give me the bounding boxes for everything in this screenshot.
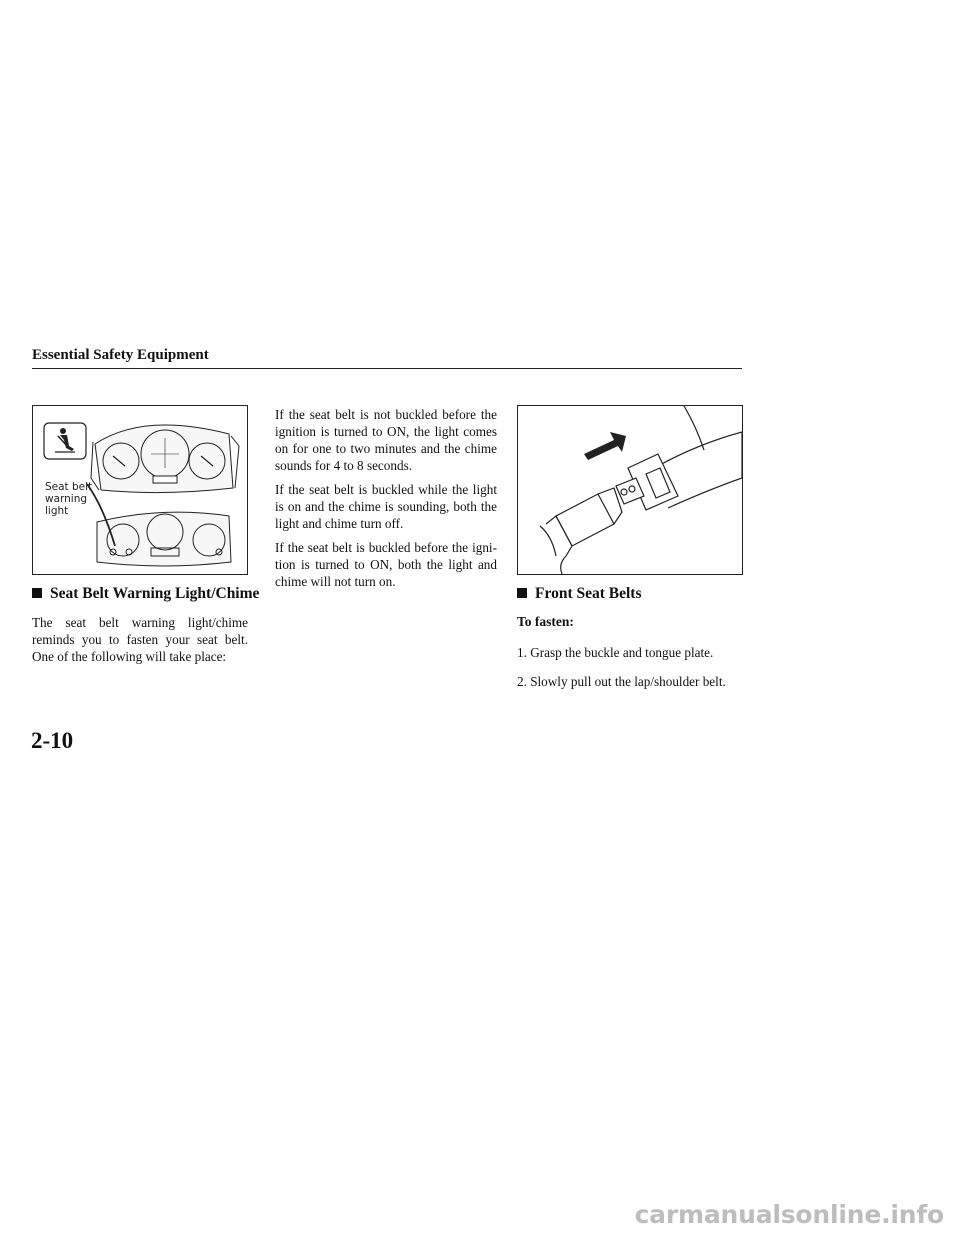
header-divider — [32, 368, 742, 369]
fasten-step-2: 2. Slowly pull out the lap/shoulder belt. — [517, 674, 726, 689]
callout-label-line1: Seat belt — [45, 481, 93, 493]
to-fasten-subheading: To fasten: — [517, 614, 574, 629]
instrument-cluster-figure — [32, 405, 248, 575]
buckled-while-on-paragraph: If the seat belt is buckled while the light is on and the chime is sounding, both the light and chime turn off. — [275, 482, 497, 531]
square-bullet-icon — [32, 588, 42, 598]
lower-cluster — [97, 512, 231, 566]
callout-label-line2: warning — [45, 493, 88, 505]
section-title: Essential Safety Equipment — [32, 347, 209, 363]
square-bullet-icon — [517, 588, 527, 598]
seat-belt-buckle-illustration — [518, 406, 742, 574]
fasten-step-1: 1. Grasp the buckle and tongue plate. — [517, 645, 714, 660]
seat-belt-warning-icon — [44, 423, 86, 459]
warning-light-paragraph: The seat belt warning light/chime reminds you to fasten your seat belt. One of the following will take place: — [32, 615, 248, 664]
watermark-text: carmanualsonline.info — [634, 1200, 944, 1229]
callout-label-line3: light — [45, 505, 69, 517]
buckle — [540, 488, 622, 574]
instrument-cluster-illustration — [33, 406, 247, 574]
not-buckled-paragraph: If the seat belt is not buckled before the ignition is turned to ON, the light comes on for one to two minutes and the chime sounds for 4 to 8 seconds. — [275, 407, 497, 473]
warning-light-heading: Seat Belt Warning Light/Chime — [32, 585, 259, 603]
front-seat-belts-heading: Front Seat Belts — [517, 585, 641, 603]
seat-belt-buckle-figure — [517, 405, 743, 575]
page-number: 2-10 — [31, 728, 74, 753]
buckled-before-paragraph: If the seat belt is buckled before the ignition is turned to ON, both the light and chime will not turn on. — [275, 540, 497, 589]
pull-direction-arrow-icon — [584, 432, 626, 460]
upper-cluster — [91, 425, 239, 493]
